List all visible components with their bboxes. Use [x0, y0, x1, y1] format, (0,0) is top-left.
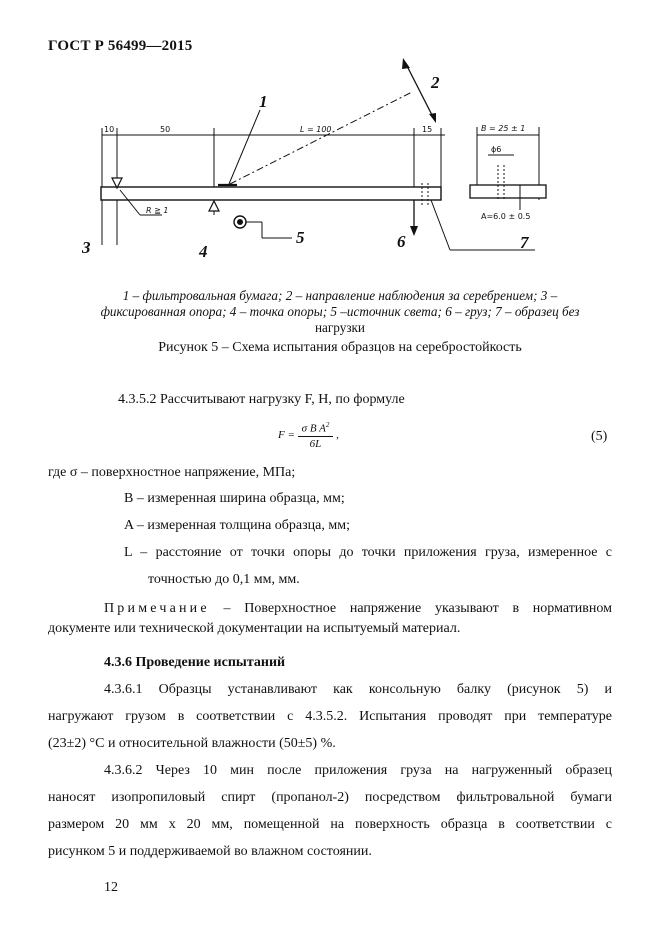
marker-7: 7	[520, 233, 529, 252]
test-scheme-figure	[70, 55, 560, 285]
formula-exponent: 2	[325, 421, 330, 429]
marker-2: 2	[431, 73, 440, 92]
def-b: B – измеренная ширина образца, мм;	[124, 491, 345, 506]
formula-5	[278, 421, 339, 450]
formula-number: (5)	[591, 429, 608, 444]
formula-denominator: 6L	[309, 437, 322, 450]
page-header: ГОСТ Р 56499—2015	[48, 38, 193, 54]
formula-lhs: F =	[278, 428, 295, 441]
page-number: 12	[104, 880, 118, 895]
marker-4: 4	[199, 242, 208, 261]
dim-a: A=6.0 ± 0.5	[481, 212, 531, 221]
p4361-line-3: (23±2) °С и относительной влажности (50±5) %.	[48, 736, 336, 751]
note-line-1	[104, 600, 612, 617]
formula-fraction	[298, 421, 334, 450]
figure-title: Рисунок 5 – Схема испытания образцов на серебростойкость	[158, 340, 522, 355]
note-text-rest: – Поверхностное напряжение указывают в нормативном	[209, 601, 612, 616]
marker-3: 3	[82, 238, 91, 257]
figure-legend-line-3: нагрузки	[314, 320, 365, 335]
section-4352-intro: 4.3.5.2 Рассчитывают нагрузку F, Н, по формуле	[118, 392, 405, 407]
formula-comma: ,	[336, 428, 339, 441]
def-l-line-1: L – расстояние от точки опоры до точки приложения груза, измеренное с	[124, 545, 612, 560]
def-a: A – измеренная толщина образца, мм;	[124, 518, 350, 533]
section-436-heading: 4.3.6 Проведение испытаний	[104, 655, 286, 670]
p4362-line-1: 4.3.6.2 Через 10 мин после приложения груза на нагруженный образец	[104, 763, 612, 778]
marker-5: 5	[296, 228, 305, 247]
note-label: Примечание	[104, 601, 210, 616]
p4362-line-3: размером 20 мм х 20 мм, помещенной на поверхность образца в соответствии с	[48, 817, 612, 832]
p4362-line-2: наносят изопропиловый спирт (пропанол-2) посредством фильтровальной бумаги	[48, 790, 612, 805]
formula-numerator: σ B A	[301, 422, 326, 435]
def-l-line-2: точностью до 0,1 мм, мм.	[148, 572, 300, 587]
dim-15: 15	[422, 125, 433, 134]
figure-legend-line-2: фиксированная опора; 4 – точка опоры; 5 –источник света; 6 – груз; 7 – образец без	[100, 304, 580, 319]
dim-50: 50	[160, 125, 171, 134]
dim-phi6: ϕ6	[491, 145, 502, 154]
where-sigma: где σ – поверхностное напряжение, МПа;	[48, 465, 296, 480]
dim-10: 10	[104, 125, 115, 134]
p4361-line-2: нагружают грузом в соответствии с 4.3.5.2. Испытания проводят при температуре	[48, 709, 612, 724]
dim-r: R ≧ 1	[146, 206, 169, 215]
dim-b: B = 25 ± 1	[481, 124, 526, 133]
note-line-2: документе или технической документации на испытуемый материал.	[48, 621, 461, 636]
dim-l-100: L = 100	[300, 125, 332, 134]
marker-1: 1	[259, 92, 268, 111]
marker-6: 6	[397, 232, 406, 251]
p4362-line-4: рисунком 5 и поддерживаемой во влажном состоянии.	[48, 844, 372, 859]
p4361-line-1: 4.3.6.1 Образцы устанавливают как консольную балку (рисунок 5) и	[104, 682, 612, 697]
figure-legend-line-1: 1 – фильтровальная бумага; 2 – направление наблюдения за серебрением; 3 –	[122, 288, 558, 303]
